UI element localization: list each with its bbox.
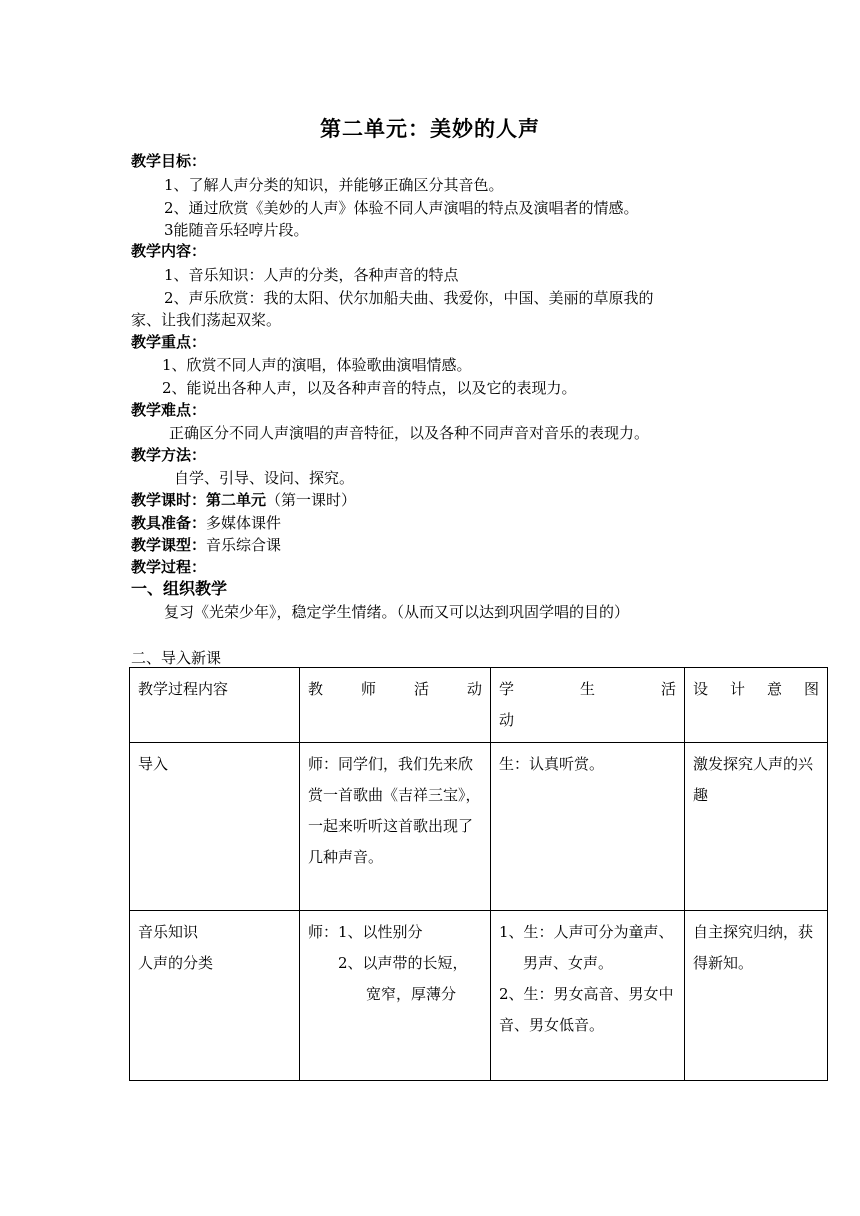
content-item: 1、音乐知识：人声的分类，各种声音的特点 xyxy=(164,266,459,284)
table-row xyxy=(130,911,828,1081)
cell-content: 音乐知识 人声的分类 xyxy=(130,911,300,1081)
header-content: 教学过程内容 xyxy=(130,668,300,743)
methods-text: 自学、引导、设问、探究。 xyxy=(174,469,355,487)
goals-heading: 教学目标： xyxy=(131,152,207,170)
header-student: 学 生 活 动 xyxy=(491,668,685,743)
table-header-row xyxy=(130,668,828,743)
header-design: 设 计 意 图 xyxy=(685,668,828,743)
difficulties-heading: 教学难点： xyxy=(131,401,207,419)
lesson-type-line xyxy=(131,534,281,556)
content-item-continued: 家、让我们荡起双桨。 xyxy=(131,311,282,329)
lesson-process-table xyxy=(129,667,828,1081)
goal-item: 2、通过欣赏《美妙的人声》体验不同人声演唱的特点及演唱者的情感。 xyxy=(164,199,639,217)
tools-value: 多媒体课件 xyxy=(206,514,282,532)
section2-heading: 二、导入新课 xyxy=(131,649,222,667)
cell-teacher: 师：同学们，我们先来欣赏一首歌曲《吉祥三宝》，一起来听听这首歌出现了几种声音。 xyxy=(300,743,491,911)
key-point-item: 2、能说出各种人声，以及各种声音的特点，以及它的表现力。 xyxy=(162,379,577,397)
tools-label: 教具准备： xyxy=(131,514,207,532)
lesson-type-value: 音乐综合课 xyxy=(206,536,282,554)
difficulties-text: 正确区分不同人声演唱的声音特征，以及各种不同声音对音乐的表现力。 xyxy=(169,424,650,442)
page-title: 第二单元：美妙的人声 xyxy=(320,116,540,141)
header-teacher: 教 师 活 动 xyxy=(300,668,491,743)
cell-student: 1、生：人声可分为童声、男声、女声。 2、生：男女高音、男女中音、男女低音。 xyxy=(491,911,685,1081)
hours-value: 第二单元 xyxy=(206,491,267,509)
cell-design: 自主探究归纳，获得新知。 xyxy=(685,911,828,1081)
table-row xyxy=(130,743,828,911)
goal-item: 3能随音乐轻哼片段。 xyxy=(164,221,309,239)
section1-text: 复习《光荣少年》，稳定学生情绪。（从而又可以达到巩固学唱的目的） xyxy=(164,603,630,621)
lesson-type-label: 教学课型： xyxy=(131,536,207,554)
cell-design: 激发探究人声的兴趣 xyxy=(685,743,828,911)
tools-line xyxy=(131,512,281,534)
key-points-heading: 教学重点： xyxy=(131,333,207,351)
section1-heading: 一、组织教学 xyxy=(131,579,228,598)
content-item: 2、声乐欣赏：我的太阳、伏尔加船夫曲、我爱你，中国、美丽的草原我的 xyxy=(164,289,654,307)
content-heading: 教学内容： xyxy=(131,242,207,260)
hours-label: 教学课时： xyxy=(131,491,207,509)
hours-line xyxy=(131,489,356,511)
hours-note: （第一课时） xyxy=(266,491,357,509)
goal-item: 1、了解人声分类的知识，并能够正确区分其音色。 xyxy=(164,176,504,194)
cell-content: 导入 xyxy=(130,743,300,911)
key-point-item: 1、欣赏不同人声的演唱，体验歌曲演唱情感。 xyxy=(162,356,472,374)
cell-student: 生：认真听赏。 xyxy=(491,743,685,911)
methods-heading: 教学方法： xyxy=(131,446,207,464)
process-heading: 教学过程： xyxy=(131,558,207,576)
cell-teacher: 师：1、以性别分 2、以声带的长短， 宽窄，厚薄分 xyxy=(300,911,491,1081)
